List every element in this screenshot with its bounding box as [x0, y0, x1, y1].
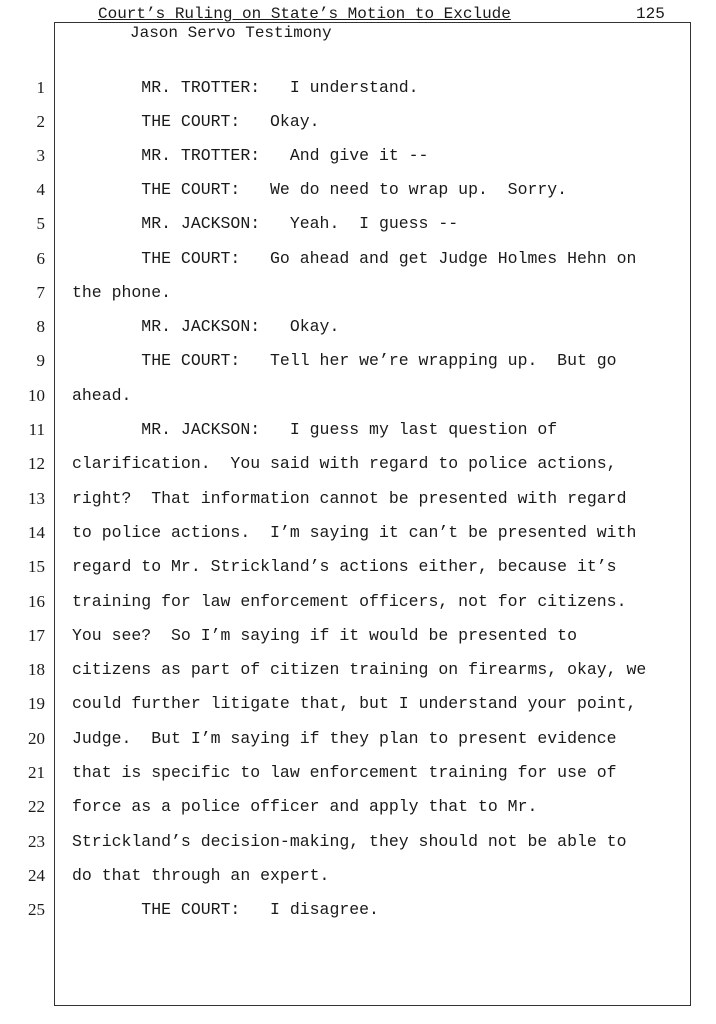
transcript-line — [0, 489, 716, 523]
line-number: 25 — [28, 900, 45, 919]
line-text: ahead. — [72, 386, 132, 405]
transcript-line — [0, 420, 716, 454]
header-title-line1: Court’s Ruling on State’s Motion to Exclude — [98, 5, 511, 23]
transcript-line — [0, 729, 716, 763]
line-number: 21 — [28, 763, 45, 782]
transcript-line — [0, 626, 716, 660]
line-text: right? That information cannot be presented with regard — [72, 489, 627, 508]
line-text: regard to Mr. Strickland’s actions either, because it’s — [72, 557, 617, 576]
transcript-line — [0, 763, 716, 797]
line-text: do that through an expert. — [72, 866, 330, 885]
line-text: citizens as part of citizen training on firearms, okay, we — [72, 660, 647, 679]
line-number: 22 — [28, 797, 45, 816]
line-number: 3 — [36, 146, 45, 165]
transcript-line — [0, 112, 716, 146]
line-number: 12 — [28, 454, 45, 473]
line-number: 19 — [28, 694, 45, 713]
line-number: 18 — [28, 660, 45, 679]
line-text: THE COURT: We do need to wrap up. Sorry. — [72, 180, 568, 199]
line-number: 6 — [36, 249, 45, 268]
line-number: 4 — [36, 180, 45, 199]
transcript-line — [0, 214, 716, 248]
transcript-line — [0, 694, 716, 728]
line-number: 11 — [28, 420, 45, 439]
line-text: MR. JACKSON: Yeah. I guess -- — [72, 214, 459, 233]
line-number: 13 — [28, 489, 45, 508]
line-text: Strickland’s decision-making, they should not be able to — [72, 832, 627, 851]
line-text: THE COURT: Okay. — [72, 112, 320, 131]
line-text: could further litigate that, but I understand your point, — [72, 694, 637, 713]
transcript-line — [0, 866, 716, 900]
line-text: THE COURT: Go ahead and get Judge Holmes Hehn on — [72, 249, 637, 268]
line-number: 9 — [36, 351, 45, 370]
transcript-line — [0, 797, 716, 831]
transcript-line — [0, 523, 716, 557]
line-number: 1 — [36, 78, 45, 97]
page-number: 125 — [636, 5, 665, 23]
transcript-line — [0, 557, 716, 591]
line-number: 17 — [28, 626, 45, 645]
transcript-line — [0, 592, 716, 626]
transcript-line — [0, 832, 716, 866]
line-number: 5 — [36, 214, 45, 233]
line-text: THE COURT: I disagree. — [72, 900, 379, 919]
transcript-line — [0, 900, 716, 934]
header-title-line2: Jason Servo Testimony — [130, 24, 332, 42]
line-number: 7 — [36, 283, 45, 302]
transcript-line — [0, 78, 716, 112]
line-number: 2 — [36, 112, 45, 131]
transcript-line — [0, 351, 716, 385]
line-number: 23 — [28, 832, 45, 851]
line-text: training for law enforcement officers, not for citizens. — [72, 592, 627, 611]
line-text: force as a police officer and apply that to Mr. — [72, 797, 538, 816]
transcript-line — [0, 386, 716, 420]
transcript-line — [0, 283, 716, 317]
line-number: 16 — [28, 592, 45, 611]
line-text: You see? So I’m saying if it would be presented to — [72, 626, 577, 645]
line-text: MR. TROTTER: And give it -- — [72, 146, 429, 165]
line-text: to police actions. I’m saying it can’t be presented with — [72, 523, 637, 542]
transcript-line — [0, 249, 716, 283]
line-number: 8 — [36, 317, 45, 336]
line-text: MR. JACKSON: Okay. — [72, 317, 340, 336]
line-number: 10 — [28, 386, 45, 405]
line-text: the phone. — [72, 283, 172, 302]
line-number: 24 — [28, 866, 45, 885]
line-text: clarification. You said with regard to police actions, — [72, 454, 617, 473]
line-text: MR. JACKSON: I guess my last question of — [72, 420, 558, 439]
line-text: that is specific to law enforcement training for use of — [72, 763, 617, 782]
line-number: 20 — [28, 729, 45, 748]
line-text: Judge. But I’m saying if they plan to present evidence — [72, 729, 617, 748]
line-number: 14 — [28, 523, 45, 542]
line-number: 15 — [28, 557, 45, 576]
transcript-line — [0, 660, 716, 694]
transcript-line — [0, 317, 716, 351]
transcript-line — [0, 180, 716, 214]
line-text: MR. TROTTER: I understand. — [72, 78, 419, 97]
transcript-line — [0, 454, 716, 488]
line-text: THE COURT: Tell her we’re wrapping up. But go — [72, 351, 617, 370]
transcript-line — [0, 146, 716, 180]
